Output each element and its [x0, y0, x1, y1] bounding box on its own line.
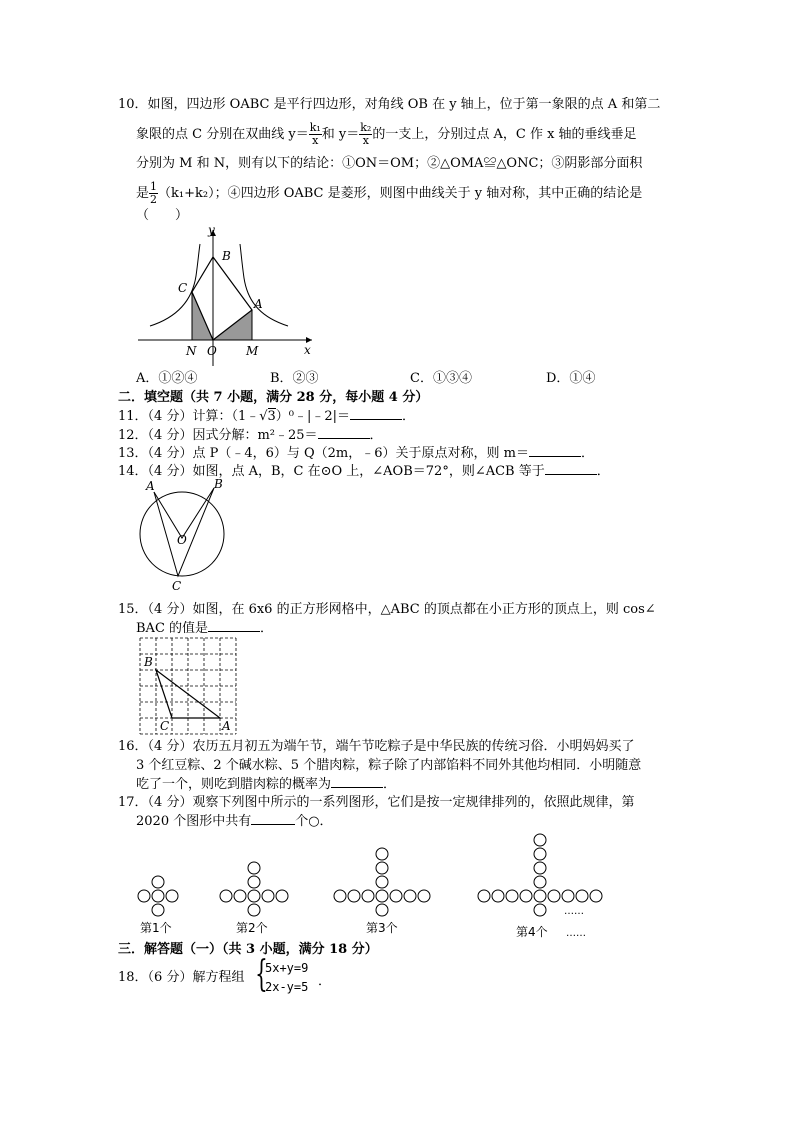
q10-line4 — [136, 181, 642, 206]
q17-figure-pattern — [132, 824, 612, 942]
fraction-k2-over-x: $\frac{\text{k₂}}{x}$ — [360, 121, 372, 147]
caption-figure-3: 第3个 — [366, 921, 398, 935]
figure-1-circles — [138, 876, 178, 916]
caption-figure-1: 第1个 — [140, 921, 172, 935]
q10-line2 — [136, 122, 637, 147]
q13-answer-blank[interactable] — [529, 444, 581, 457]
label-y: y — [208, 223, 215, 237]
figure-2-circles — [220, 862, 288, 916]
q10-figure-hyperbola — [130, 222, 330, 368]
q16-line3-text: 吃了一个，则吃到腊肉粽的概率为 — [136, 777, 332, 792]
q11: 11．（4 分）计算：（1﹣√3）⁰﹣|﹣2|＝ ． — [118, 409, 416, 424]
q14: 14．（4 分）如图，点 A，B，C 在⊙O 上，∠AOB＝72°，则∠ACB 等于 ． — [118, 464, 610, 479]
q12-text: 12．（4 分）因式分解：m²﹣25＝ — [118, 428, 318, 443]
q15-line2: BAC 的值是 ． — [136, 621, 274, 636]
q10-option-b[interactable]: B．②③ — [270, 371, 319, 386]
label-C: C — [178, 281, 188, 295]
equation-system — [265, 959, 308, 997]
caption-figure-2: 第2个 — [236, 921, 268, 935]
angle-AOB — [154, 488, 214, 538]
label-N: N — [186, 344, 197, 358]
label-M: M — [246, 344, 259, 358]
label-A: A — [146, 479, 155, 493]
q10-line4a: 是 — [136, 186, 150, 201]
q11-suffix: ）⁰﹣|﹣2|＝ — [275, 409, 351, 424]
q10-option-c[interactable]: C．①③④ — [410, 371, 472, 386]
sqrt-symbol: √ — [259, 409, 268, 424]
label-A: A — [222, 719, 231, 733]
q11-answer-blank[interactable] — [350, 407, 402, 420]
q16-line3: 吃了一个，则吃到腊肉粽的概率为 ． — [136, 777, 397, 792]
q12: 12．（4 分）因式分解：m²﹣25＝ ． — [118, 428, 383, 443]
figure-3-circles — [334, 848, 430, 916]
label-C: C — [160, 719, 170, 733]
q18-prefix: 18．（6 分）解方程组 — [118, 970, 245, 985]
q16-answer-blank[interactable] — [331, 775, 383, 788]
brace-icon: { — [255, 954, 268, 995]
q15-line2-text: BAC 的值是 — [136, 621, 209, 636]
q15-figure-grid — [136, 636, 242, 736]
section-2-heading: 二．填空题（共 7 小题，满分 28 分，每小题 4 分） — [118, 390, 429, 405]
fraction-one-half: $\frac{1}{2}$ — [150, 180, 158, 206]
q15-answer-blank[interactable] — [208, 619, 260, 632]
ellipsis-2: …… — [566, 928, 586, 939]
q10-line1: 10．如图，四边形 OABC 是平行四边形，对角线 OB 在 y 轴上，位于第一象限的点 A 和第二 — [118, 97, 661, 112]
q10-line2c: 的一支上，分别过点 A，C 作 x 轴的垂线垂足 — [372, 127, 637, 142]
q12-answer-blank[interactable] — [318, 426, 370, 439]
q17-line1: 17．（4 分）观察下列图中所示的一系列图形，它们是按一定规律排列的，依照此规律，第 — [118, 795, 635, 810]
label-B: B — [144, 655, 153, 669]
q10-line3: 分别为 M 和 N，则有以下的结论：①ON＝OM；②△OMA≌△ONC；③阴影部分面积 — [136, 156, 643, 171]
label-B: B — [222, 249, 231, 263]
q17-line2b: 个○． — [295, 814, 333, 829]
q10-line2b: 和 y＝ — [321, 127, 360, 142]
caption-figure-4: 第4个 — [516, 925, 548, 939]
label-A: A — [254, 297, 263, 311]
figure-4-circles — [478, 834, 602, 916]
label-x: x — [304, 343, 311, 357]
q13-text: 13．（4 分）点 P（﹣4，6）与 Q（2m，﹣6）关于原点对称，则 m＝ — [118, 446, 529, 461]
equation-2: 2x-y=5 — [265, 980, 309, 994]
q10-answer-bracket: （ ） — [136, 208, 189, 223]
q14-text: 14．（4 分）如图，点 A，B，C 在⊙O 上，∠AOB＝72°，则∠ACB 等于 — [118, 464, 545, 479]
q10-option-a[interactable]: A．①②④ — [136, 371, 198, 386]
q18-suffix: ． — [318, 974, 332, 989]
q10-option-d[interactable]: D．①④ — [546, 371, 596, 386]
label-B: B — [214, 477, 223, 491]
section-3-heading: 三．解答题（一）（共 3 小题，满分 18 分） — [118, 942, 378, 957]
label-O: O — [207, 344, 217, 358]
q10-line4b: （k₁+k₂）；④四边形 OABC 是菱形，则图中曲线关于 y 轴对称，其中正确的结论是 — [158, 186, 643, 201]
q14-figure-circle — [134, 478, 234, 596]
q16-line2: 3 个红豆粽、2 个碱水粽、5 个腊肉粽，粽子除了内部馅料不同外其他均相同．小明随意 — [136, 758, 642, 773]
q15-line1: 15．（4 分）如图，在 6x6 的正方形网格中，△ABC 的顶点都在小正方形的顶点上，则 cos∠ — [118, 602, 656, 617]
label-O: O — [177, 533, 187, 547]
q13: 13．（4 分）点 P（﹣4，6）与 Q（2m，﹣6）关于原点对称，则 m＝ ． — [118, 446, 595, 461]
ellipsis-1: …… — [564, 906, 584, 917]
fraction-k1-over-x: $\frac{\text{k₁}}{x}$ — [309, 121, 321, 147]
q10-line2a: 象限的点 C 分别在双曲线 y＝ — [136, 127, 309, 142]
q17-line2a: 2020 个图形中共有 — [136, 814, 252, 829]
q16-line1: 16．（4 分）农历五月初五为端午节，端午节吃粽子是中华民族的传统习俗．小明妈妈买了 — [118, 739, 635, 754]
label-C: C — [172, 579, 182, 593]
q14-answer-blank[interactable] — [545, 462, 597, 475]
q11-prefix: 11．（4 分）计算：（1﹣ — [118, 409, 260, 424]
equation-1: 5x+y=9 — [265, 961, 309, 975]
q11-radicand: 3 — [267, 409, 276, 424]
